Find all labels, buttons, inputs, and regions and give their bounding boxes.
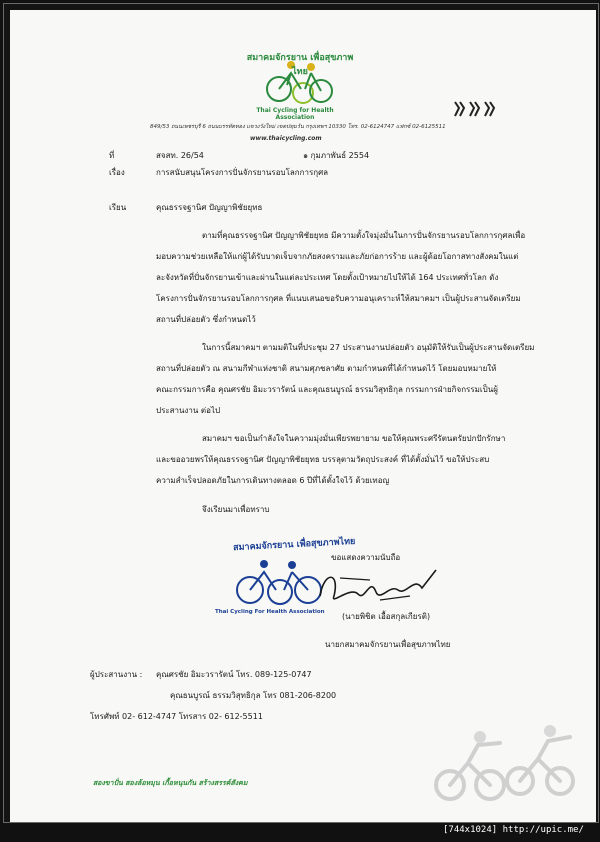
para1-line: ละจังหวัดที่ปั่นจักรยานเข้าและผ่านในแต่ละประเทศ โดยตั้งเป้าหมายไปให้ได้ 164 ประเทศทั่วโลก ดัง	[156, 273, 499, 282]
ref-label: ที่	[109, 151, 115, 160]
para3-line: สมาคมฯ ขอเป็นกำลังใจในความมุ่งมั่นเพียรพยายาม ขอให้คุณพระศรีรัตนตรัยปกปักรักษา	[202, 434, 506, 443]
para2-line: สถานที่ปล่อยตัว ณ สนามกีฬาแห่งชาติ สนามศุภชลาศัย ตามกำหนดที่ได้กำหนดไว้ โดยมอบหมายให้	[156, 364, 497, 373]
stamp-name-th: สมาคมจักรยาน เพื่อสุขภาพไทย	[232, 536, 356, 554]
subject-label: เรื่อง	[109, 168, 125, 177]
phone-fax-line: โทรศัพท์ 02- 612-4747 โทรสาร 02- 612-5511	[90, 712, 263, 721]
emblem-icon	[452, 98, 500, 120]
closing-line: จึงเรียนมาเพื่อทราบ	[202, 505, 270, 514]
signer-name: (นายพิชิต เอื้อสกุลเกียรติ)	[342, 612, 431, 621]
para2-line: คณะกรรมการคือ คุณศรชัย อิมะวรารัตน์ และคุณธนบูรณ์ ธรรมวิสุทธิกุล กรรมการฝ่ายกิจกรรมเป็นผู้	[156, 385, 498, 394]
upic-watermark: [744x1024] http://upic.me/	[443, 825, 584, 835]
regards-text: ขอแสดงความนับถือ	[331, 553, 401, 562]
to-value: คุณธรรจฐานิศ ปัญญาพิชัยยุทธ	[156, 203, 263, 212]
date-value: ๑ กุมภาพันธ์ 2554	[303, 151, 370, 160]
para2-line: ประสานงาน ต่อไป	[156, 406, 221, 415]
para1-line: ตามที่คุณธรรจฐานิศ ปัญญาพิชัยยุทธ มีความตั้งใจมุ่งมั่นในการปั่นจักรยานรอบโลกการกุศลเพื่อ	[202, 231, 526, 240]
photo-frame	[3, 3, 599, 823]
org-address: 849/53 ถนนเพชรบุรี 6 ถนนบรรทัดทอง แขวงวังใหม่ เขตปทุมวัน กรุงเทพฯ 10330 โทร. 02-6124747 แฟกซ์ 02-6125511	[150, 124, 446, 130]
coordinator-1: คุณศรชัย อิมะวรารัตน์ โทร. 089-125-0747	[156, 670, 312, 679]
subject-value: การสนับสนุนโครงการปั่นจักรยานรอบโลกการกุศล	[156, 168, 329, 177]
para3-line: ความสำเร็จปลอดภัยในการเดินทางตลอด 6 ปีที่ได้ตั้งใจไว้ ด้วยเทอญ	[156, 476, 390, 485]
stamp-name-en: Thai Cycling For Health Association	[215, 609, 325, 615]
handwritten-signature	[310, 566, 450, 610]
org-name-th: สมาคมจักรยาน เพื่อสุขภาพไทย	[246, 53, 354, 77]
org-name-en: Thai Cycling for Health Association	[256, 107, 334, 121]
para1-line: สถานที่ปล่อยตัว ซึ่งกำหนดไว้	[156, 315, 256, 324]
para2-line: ในการนี้สมาคมฯ ตามมติในที่ประชุม 27 ประสานงานปล่อยตัว อนุมัติให้รับเป็นผู้ประสานจัดเตรียม	[202, 343, 535, 352]
org-website: www.thaicycling.com	[250, 135, 322, 142]
coordinator-2: คุณธนบูรณ์ ธรรมวิสุทธิกุล โทร 081-206-8200	[170, 691, 337, 700]
para3-line: และขออวยพรให้คุณธรรจฐานิศ ปัญญาพิชัยยุทธ บรรลุตามวัตถุประสงค์ ที่ได้ตั้งมั่นไว้ ขอให้ประสบ	[156, 455, 490, 464]
to-label: เรียน	[109, 203, 127, 212]
para1-line: มอบความช่วยเหลือให้แก่ผู้ได้รับบาดเจ็บจากภัยสงครามและภัยก่อการร้าย และผู้ด้อยโอกาสทางสังคมในแต่	[156, 252, 519, 261]
cyclists-watermark-icon	[420, 715, 590, 805]
ref-value: สจสท. 26/54	[156, 151, 204, 160]
signer-position: นายกสมาคมจักรยานเพื่อสุขภาพไทย	[325, 640, 451, 649]
coordinator-label: ผู้ประสานงาน :	[90, 670, 143, 679]
footer-slogan: สองขาปั่น สองล้อหมุน เกื้อหนุนกัน สร้างสรรค์สังคม	[93, 779, 248, 787]
letter-page	[10, 10, 596, 822]
para1-line: โครงการปั่นจักรยานรอบโลกการกุศล ที่แนบเสนอขอรับความอนุเคราะห์ให้สมาคมฯ เป็นผู้ประสานจัดเตรียม	[156, 294, 521, 303]
